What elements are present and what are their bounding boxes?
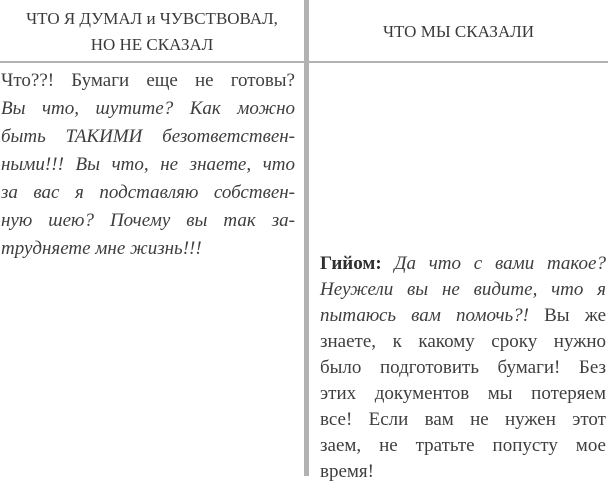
- text-line: [1, 95, 295, 123]
- text-run-regular: Что??! Бумаги еще не готовы?: [1, 70, 295, 91]
- text-run-regular: знаете, к какому сроку нужно: [320, 331, 606, 352]
- text-line: [1, 151, 295, 179]
- text-run-regular: все! Если вам не нужен этот: [320, 409, 606, 430]
- text-line: [320, 303, 606, 329]
- text-line: [320, 459, 606, 485]
- text-run-italic: ными!!! Вы что, не знаете, что: [1, 154, 295, 175]
- text-line: [320, 433, 606, 459]
- text-run-italic: трудняете мне жизнь!!!: [1, 238, 202, 259]
- text-run-regular: заем, не тратьте попусту мое: [320, 435, 606, 456]
- text-run-regular: этих документов мы потеряем: [320, 383, 606, 404]
- text-line: [320, 407, 606, 433]
- text-run-regular: Вы же: [529, 305, 606, 326]
- column-body-thought-felt-unsaid: [0, 61, 304, 263]
- header-divider-rule: [0, 61, 608, 63]
- text-run-italic: за вас я подставляю собствен-: [1, 182, 295, 203]
- column-body-what-we-said: [309, 61, 608, 485]
- text-line: [1, 207, 295, 235]
- text-line: [320, 355, 606, 381]
- text-line: [320, 251, 606, 277]
- header-line: ЧТО Я ДУМАЛ и ЧУВСТВОВАЛ,: [26, 8, 278, 28]
- text-run-bold: Гийом:: [320, 253, 382, 274]
- text-line: [1, 67, 295, 95]
- text-run-regular: было подготовить бумаги! Без: [320, 357, 606, 378]
- text-run-italic: Да что с вами такое?: [381, 253, 606, 274]
- text-line: [1, 235, 295, 263]
- text-run-italic: Неужели вы не видите, что я: [320, 279, 606, 300]
- text-line: [1, 123, 295, 151]
- text-line: [320, 329, 606, 355]
- header-line: ЧТО МЫ СКАЗАЛИ: [382, 21, 535, 41]
- text-line: [320, 277, 606, 303]
- text-line: [1, 179, 295, 207]
- text-run-regular: время!: [320, 461, 374, 482]
- column-what-we-said: [309, 0, 608, 489]
- text-run-italic: ную шею? Почему вы так за-: [1, 210, 295, 231]
- text-run-italic: быть ТАКИМИ безответствен-: [1, 126, 295, 147]
- text-line: [320, 381, 606, 407]
- column-divider-rule: [304, 0, 309, 476]
- column-header-thought-felt-unsaid: [0, 0, 304, 61]
- column-header-what-we-said: [309, 0, 608, 61]
- header-line: НО НЕ СКАЗАЛ: [90, 34, 214, 54]
- text-run-italic: Вы что, шутите? Как можно: [1, 98, 295, 119]
- text-run-italic: пытаюсь вам помочь?!: [320, 305, 529, 326]
